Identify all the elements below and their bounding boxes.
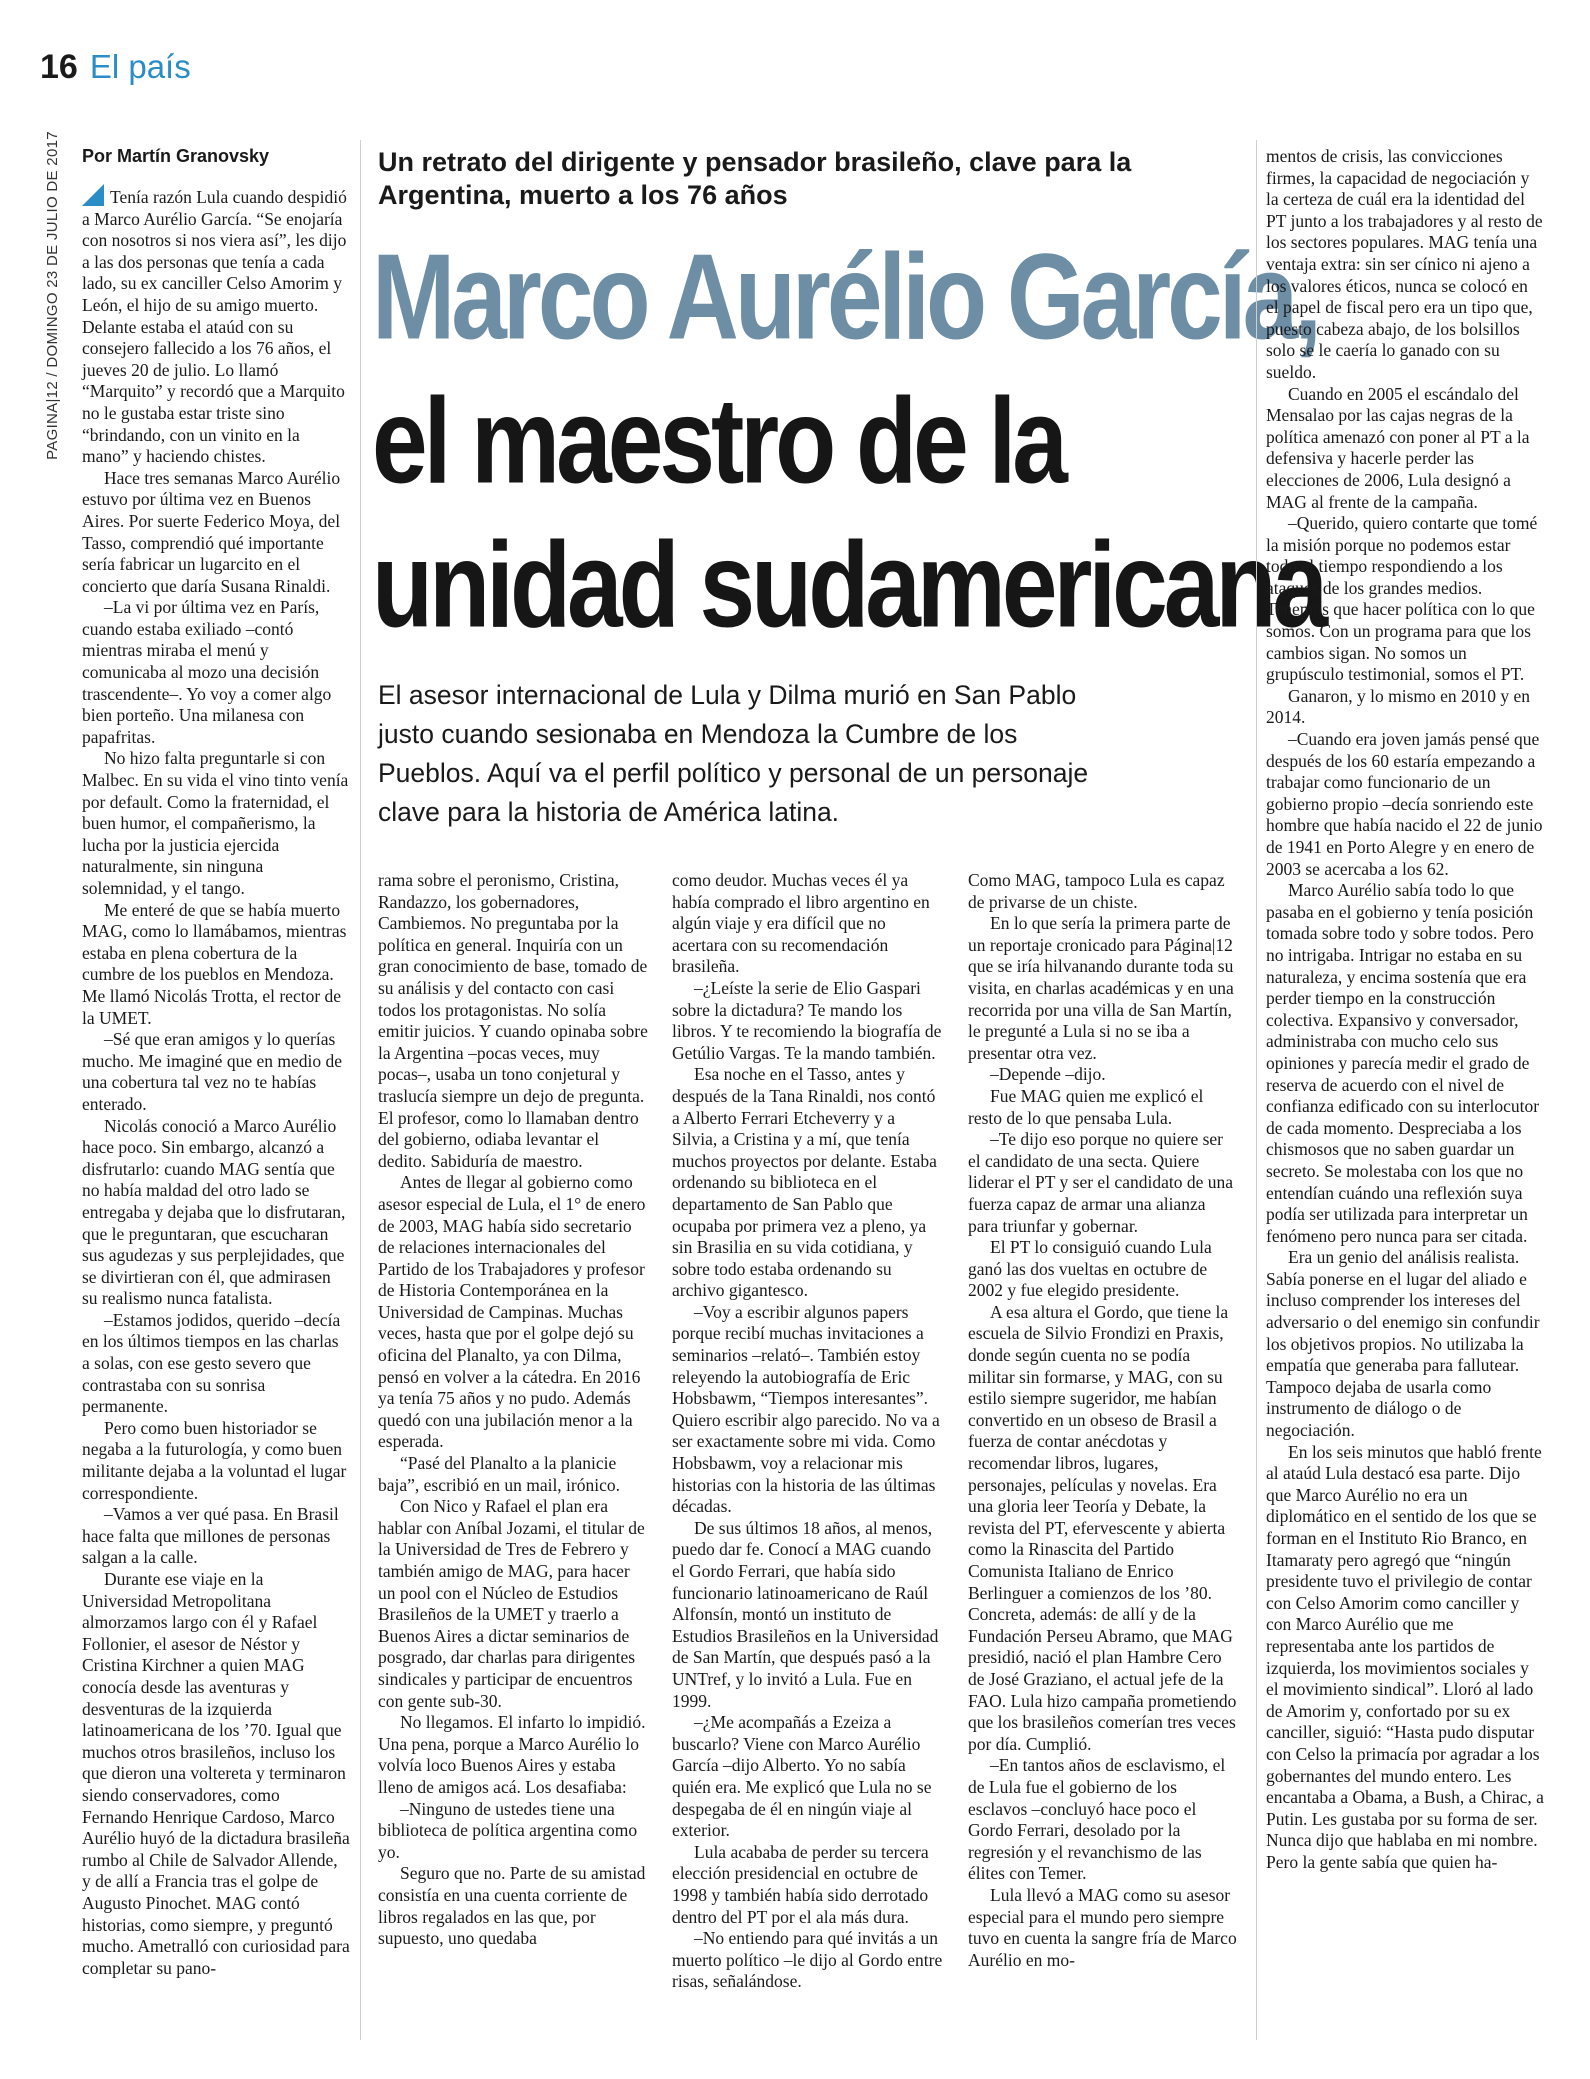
paragraph: –Querido, quiero contarte que tomé la misión porque no podemos estar todo el tiempo respondiendo a los ataques de los grandes medios. Tenemos que hacer política con lo que somos. Con un programa para que los cambios sigan. No somos un grupúsculo testimonial, somos el PT. bbox=[1266, 513, 1538, 685]
paragraph: En lo que sería la primera parte de un reportaje cronicado para Página|12 que se iría hilvanando durante toda su visita, en charlas académicas y en una recorrida por una villa de San Martín, le pregunté a Lula si no se iba a presentar otra vez. bbox=[968, 913, 1234, 1063]
paragraph: –¿Leíste la serie de Elio Gaspari sobre la dictadura? Te mando los libros. Y te recomiendo la biografía de Getúlio Vargas. Te la mando también. bbox=[672, 977, 942, 1063]
paragraph: Esa noche en el Tasso, antes y después de la Tana Rinaldi, nos contó a Alberto Ferrari Etcheverry y a Silvia, a Cristina y a mí, que tenía muchos proyectos por delante. Estaba ordenando su biblioteca en el departamento de San Pablo que ocupaba por primera vez a pleno, ya sin Brasilia en su vida cotidiana, y sobre todo estaba ordenando su archivo gigantesco. bbox=[672, 1064, 937, 1301]
paragraph: No llegamos. El infarto lo impidió. Una pena, porque a Marco Aurélio lo volvía loco Buenos Aires y estaba lleno de amigos acá. Los desafiaba: bbox=[378, 1712, 646, 1797]
paragraph: “Pasé del Planalto a la planicie baja”, escribió en un mail, irónico. bbox=[378, 1453, 621, 1495]
paragraph: rama sobre el peronismo, Cristina, Randazzo, los gobernadores, Cambiemos. No preguntaba por la política en general. Inquiría con un gran conocimiento de base, tomado de su análisis y del contacto con casi todos los protagonistas. No solía emitir juicios. Y cuando opinaba sobre la Argentina –pocas veces, muy pocas–, usaba un tono conjetural y traslucía siempre un dejo de pregunta. El profesor, como lo llamaban dentro del gobierno, odiaba levantar el dedito. Sabiduría de maestro. bbox=[378, 870, 648, 1171]
paragraph: Antes de llegar al gobierno como asesor especial de Lula, el 1° de enero de 2003, MAG había sido secretario de relaciones internacionales del Partido de los Trabajadores y profesor de Historia Contemporánea en la Universidad de Campinas. Muchas veces, hasta que por el golpe dejó su oficina del Planalto, ya con Dilma, pensó en volver a la cátedra. En 2016 ya tenía 75 años y no pudo. Además quedó con una jubilación menor a la esperada. bbox=[378, 1172, 646, 1452]
paragraph: –¿Me acompañás a Ezeiza a buscarlo? Viene con Marco Aurélio García –dijo Alberto. Yo no sabía quién era. Me explicó que Lula no se despegaba de él en ningún viaje al exterior. bbox=[672, 1712, 932, 1841]
side-dateline bbox=[38, 100, 66, 490]
paragraph: Lula acababa de perder su tercera elección presidencial en octubre de 1998 y también había sido derrotado dentro del PT por el ala más dura. bbox=[672, 1841, 929, 1927]
page-number: 16 bbox=[40, 48, 78, 86]
paragraph: Marco Aurélio sabía todo lo que pasaba en el gobierno y tenía posición tomada sobre todo y sobre todos. Pero no intrigaba. Intrigar no estaba en su naturaleza, y encima sostenía que era perder tiempo en la construcción colectiva. Expansivo y conversador, administraba con mucho celo sus opiniones y parecía medir el grado de reserva de acuerdo con el nivel de confianza edificado con su interlocutor de cada momento. Despreciaba a los chismosos que no saben guardar un secreto. Se molestaba con los que no entendían cuándo una reflexión suya podía ser utilizada para interpretar un fenómeno pero nunca para ser citada. bbox=[1266, 880, 1540, 1246]
paragraph: Con Nico y Rafael el plan era hablar con Aníbal Jozami, el titular de la Universidad de Tres de Febrero y también amigo de MAG, para hacer un pool con el Núcleo de Estudios Brasileños de la UMET y traerlo a Buenos Aires a dictar seminarios de posgrado, dar charlas para dirigentes sindicales y participar de encuentros con gente sub-30. bbox=[378, 1496, 645, 1711]
paragraph: –Vamos a ver qué pasa. En Brasil hace falta que millones de personas salgan a la calle. bbox=[82, 1504, 339, 1568]
paragraph: –Voy a escribir algunos papers porque recibí muchas invitaciones a seminarios –relató–. También estoy releyendo la autobiografía de Eric Hobsbawm, “Tiempos interesantes”. Quiero escribir algo parecido. No va a ser exactamente sobre mi vida. Como Hobsbawm, voy a relacionar mis historias con la historia de las últimas décadas. bbox=[672, 1301, 940, 1517]
page-header bbox=[40, 48, 191, 87]
headline bbox=[372, 225, 1325, 657]
dateline-text: PAGINA|12 / DOMINGO 23 DE JULIO DE 2017 bbox=[43, 130, 61, 460]
headline-line-3: unidad sudamericana bbox=[372, 516, 1325, 654]
paragraph: Como MAG, tampoco Lula es capaz de privarse de un chiste. bbox=[968, 870, 1225, 912]
paragraph: De sus últimos 18 años, al menos, puedo dar fe. Conocí a MAG cuando el Gordo Ferrari, que había sido funcionario latinoamericano de Raúl Alfonsín, montó un instituto de Estudios Brasileños en la Universidad de San Martín, que después pasó a la UNTref, y lo invitó a Lula. Fue en 1999. bbox=[672, 1517, 939, 1711]
paragraph: En los seis minutos que habló frente al ataúd Lula destacó esa parte. Dijo que Marco Aurélio no era un diplomático en el sentido de los que se forman en el Instituto Rio Branco, en Itamaraty pero agregó que “ningún presidente tuvo el privilegio de contar con Celso Amorim como canciller y con Marco Aurélio que me representaba ante los partidos de izquierda, los movimientos sociales y el movimiento sindical”. Lloró al lado de Amorim y, confortado por su ex canciller, siguió: “Hasta pudo disputar con Celso la primacía por agradar a los gobernantes del mundo entero. Les encantaba a Obama, a Bush, a Chirac, a Putin. Les gustaba por su forma de ser. Nunca dijo que hablaba en mi nombre. Pero la gente sabía que quien ha- bbox=[1266, 1441, 1544, 1872]
paragraph: Hace tres semanas Marco Aurélio estuvo por última vez en Buenos Aires. Por suerte Federico Moya, del Tasso, comprendió qué importante sería fabricar un lugarcito en el concierto que daría Susana Rinaldi. bbox=[82, 467, 341, 596]
paragraph: mentos de crisis, las convicciones firmes, la capacidad de negociación y la certeza de cuál era la identidad del PT junto a los trabajadores y al resto de los sectores populares. MAG tenía una ventaja extra: sin ser cínico ni ajeno a los valores éticos, nunca se colocó en el papel de fiscal pero era un tipo que, puesto cabeza abajo, de los bolsillos solo se le caería lo ganado con su sueldo. bbox=[1266, 146, 1543, 382]
paragraph: A esa altura el Gordo, que tiene la escuela de Silvio Frondizi en Praxis, donde según cuenta no se podía militar sin formarse, y MAG, con su estilo siempre sugeridor, me habían convertido en un obseso de Brasil a fuerza de contar anécdotas y recomendar libros, lugares, personajes, películas y novelas. Era una gloria leer Teoría y Debate, la revista del PT, efervescente y abierta como la Rinascita del Partido Comunista Italiano de Enrico Berlinguer a comienzos de los ’80. Concreta, además: de allí y de la Fundación Perseu Abramo, que MAG presidió, nació el plan Hambre Cero de José Graziano, el actual jefe de la FAO. Lula hizo campaña prometiendo que los brasileños comerían tres veces por día. Cumplió. bbox=[968, 1301, 1237, 1754]
paragraph: Me enteré de que se había muerto MAG, como lo llamábamos, mientras estaba en plena cobertura de la cumbre de los pueblos en Mendoza. Me llamó Nicolás Trotta, el rector de la UMET. bbox=[82, 899, 347, 1028]
paragraph: –No entiendo para qué invitás a un muerto político –le dijo al Gordo entre risas, señalándose. bbox=[672, 1928, 943, 1992]
headline-line-1: Marco Aurélio García, bbox=[372, 228, 1318, 366]
article-column-4 bbox=[968, 870, 1240, 1971]
column-rule bbox=[1256, 140, 1257, 2040]
article-column-5 bbox=[1266, 146, 1544, 1874]
lead-marker-icon bbox=[82, 184, 104, 206]
paragraph: –Estamos jodidos, querido –decía en los últimos tiempos en las charlas a solas, con ese gesto severo que contrastaba con su sonrisa permanente. bbox=[82, 1309, 341, 1417]
article-column-2 bbox=[378, 870, 650, 1950]
paragraph: El PT lo consiguió cuando Lula ganó las dos vueltas en octubre de 2002 y fue elegido presidente. bbox=[968, 1237, 1212, 1301]
paragraph: Lula llevó a MAG como su asesor especial para el mundo pero siempre tuvo en cuenta la sangre fría de Marco Aurélio en mo- bbox=[968, 1884, 1237, 1970]
paragraph: –La vi por última vez en París, cuando estaba exiliado –contó mientras miraba el menú y comunicaba al mozo una decisión trascendente–. Yo voy a comer algo bien porteño. Una milanesa con papafritas. bbox=[82, 597, 332, 747]
paragraph: –Te dijo eso porque no quiere ser el candidato de una secta. Quiere liderar el PT y ser el candidato de una fuerza capaz de armar una alianza para triunfar y gobernar. bbox=[968, 1129, 1233, 1236]
paragraph: Seguro que no. Parte de su amistad consistía en una cuenta corriente de libros regalados en las que, por supuesto, uno quedaba bbox=[378, 1863, 646, 1949]
article-column-1 bbox=[82, 184, 350, 1979]
column-rule bbox=[360, 140, 361, 2040]
paragraph: No hizo falta preguntarle si con Malbec. En su vida el vino tinto venía por default. Como la fraternidad, el buen humor, el compañerismo, la lucha por la justicia ejercida naturalmente, sin ninguna solemnidad, y el tango. bbox=[82, 748, 349, 898]
paragraph: –Sé que eran amigos y lo querías mucho. Me imaginé que en medio de una cobertura tal vez no te habías enterado. bbox=[82, 1029, 342, 1114]
section-name: El país bbox=[89, 48, 191, 85]
headline-line-2: el maestro de la bbox=[372, 372, 1064, 510]
paragraph: –Depende –dijo. bbox=[990, 1064, 1106, 1085]
article-column-3 bbox=[672, 870, 944, 1993]
paragraph: Cuando en 2005 el escándalo del Mensalao por las cajas negras de la política amenazó con poner al PT a la defensiva y hacerle perder las elecciones de 2006, Lula designó a MAG al frente de la campaña. bbox=[1266, 383, 1530, 512]
paragraph: Ganaron, y lo mismo en 2010 y en 2014. bbox=[1266, 685, 1531, 728]
paragraph: Pero como buen historiador se negaba a la futurología, y como buen militante dejaba a la voluntad el lugar correspondiente. bbox=[82, 1417, 347, 1503]
kicker: Un retrato del dirigente y pensador brasileño, clave para la Argentina, muerto a los 76 años bbox=[378, 147, 1132, 210]
paragraph: –Cuando era joven jamás pensé que después de los 60 estaría empezando a trabajar como funcionario de un gobierno propio –decía sonriendo este hombre que había nacido el 22 de junio de 1941 en Porto Alegre y en enero de 2003 se acercaba a los 62. bbox=[1266, 729, 1543, 879]
paragraph: Fue MAG quien me explicó el resto de lo que pensaba Lula. bbox=[968, 1085, 1204, 1128]
lead-paragraph bbox=[82, 184, 350, 468]
paragraph: –Ninguno de ustedes tiene una biblioteca de política argentina como yo. bbox=[378, 1798, 638, 1862]
paragraph: Durante ese viaje en la Universidad Metropolitana almorzamos largo con él y Rafael Follonier, el asesor de Néstor y Cristina Kirchner a quien MAG conocía desde las aventuras y desventuras de la izquierda latinoamericana de los ’70. Igual que muchos otros brasileños, incluso los que dieron una voltereta y terminaron siendo conservadores, como Fernando Henrique Cardoso, Marco Aurélio huyó de la dictadura brasileña rumbo al Chile de Salvador Allende, y de allí a Francia tras el golpe de Augusto Pinochet. MAG contó historias, como siempre, y preguntó mucho. Ametralló con curiosidad para completar su pano- bbox=[82, 1569, 350, 1978]
paragraph: –En tantos años de esclavismo, el de Lula fue el gobierno de los esclavos –concluyó hace poco el Gordo Ferrari, desolado por la regresión y el revanchismo de las élites con Temer. bbox=[968, 1755, 1226, 1884]
paragraph: Era un genio del análisis realista. Sabía ponerse en el lugar del aliado e incluso comprender los intereses del adversario o del enemigo sin confundir los objetivos propios. No utilizaba la empatía que generaba para fallutear. Tampoco dejaba de usarla como instrumento de diálogo o de negociación. bbox=[1266, 1247, 1540, 1441]
paragraph: como deudor. Muchas veces él ya había comprado el libro argentino en algún viaje y era difícil que no acertara con su recomendación brasileña. bbox=[672, 870, 930, 977]
paragraph-text: Tenía razón Lula cuando despidió a Marco Aurélio García. “Se enojaría con nosotros si nos viera así”, les dijo a las dos personas que tenía a cada lado, su ex canciller Celso Amorim y León, el hijo de su amigo muerto. Delante estaba el ataúd con su consejero fallecido a los 76 años, el jueves 20 de julio. Lo llamó “Marquito” y recordó que a Marquito no le gustaba estar triste sino “brindando, con un vinito en la mano” y haciendo chistes. bbox=[82, 187, 347, 467]
deck: El asesor internacional de Lula y Dilma murió en San Pablo justo cuando sesionaba en Mendoza la Cumbre de los Pueblos. Aquí va el perfil político y personal de un personaje clave para la historia de América latina. bbox=[378, 680, 1089, 827]
paragraph: Nicolás conoció a Marco Aurélio hace poco. Sin embargo, alcanzó a disfrutarlo: cuando MAG sentía que no había maldad del otro lado se entregaba y dejaba que lo disfrutaran, que le preguntaran, que escucharan sus agudezas y sus perplejidades, que se divirtieran con él, que admirasen su realismo nunca fatalista. bbox=[82, 1115, 346, 1309]
byline: Por Martín Granovsky bbox=[82, 146, 270, 166]
